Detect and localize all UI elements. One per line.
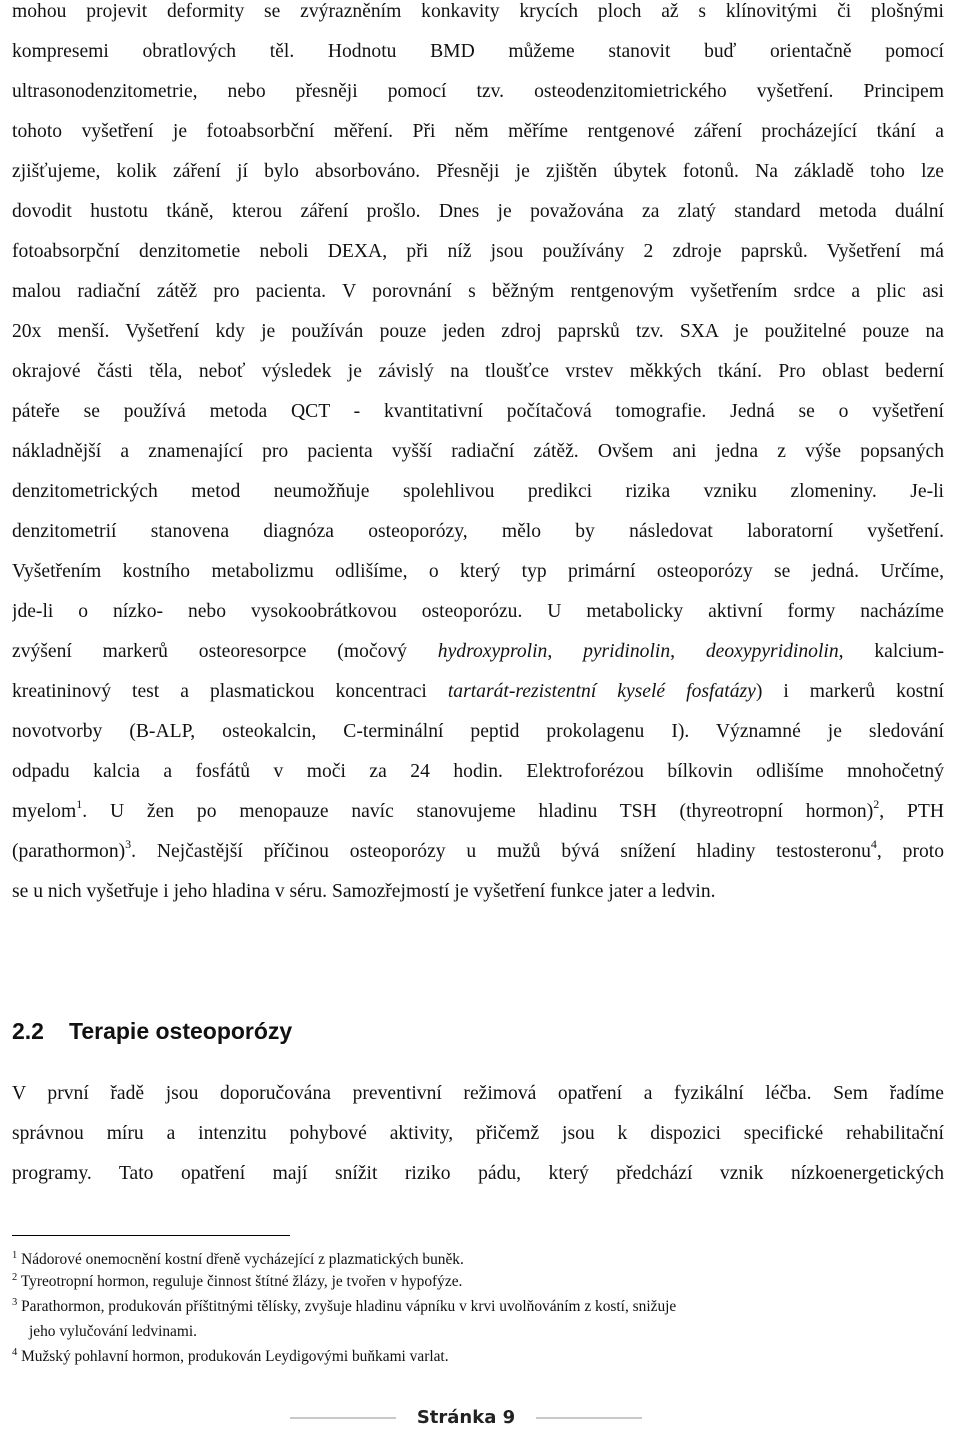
- footnote-ref[interactable]: 1: [76, 800, 83, 811]
- body-line: [12, 680, 944, 704]
- footnote-number: 2: [12, 1272, 18, 1283]
- footnote-ref[interactable]: 4: [870, 840, 877, 851]
- section-title: Terapie osteoporózy: [69, 1018, 293, 1044]
- text-run: , kalcium-: [838, 641, 944, 662]
- footnote-separator: [12, 1235, 290, 1236]
- text-run: kreatininový test a plasmatickou koncentraci: [12, 681, 448, 702]
- body-line: jde-li o nízko- nebo vysokoobrátkovou osteoporózu. U metabolicky aktivní formy nacházíme: [12, 601, 944, 622]
- text-run: ,: [547, 641, 584, 662]
- footnote: [12, 1250, 464, 1270]
- page-number: Stránka 9: [416, 1407, 516, 1428]
- body-line: nákladnější a znamenající pro pacienta vyšší radiační zátěž. Ovšem ani jedna z výše popsaných: [12, 441, 944, 462]
- text-run: ) i markerů kostní: [755, 681, 944, 702]
- footnote-text: Parathormon, produkován příštitnými tělísky, zvyšuje hladinu vápníku v krvi uvolňováním z kostí, snižuje: [17, 1298, 677, 1315]
- italic-term: deoxypyridinolin: [705, 641, 839, 662]
- page-footer: [0, 1406, 960, 1430]
- footnote-ref[interactable]: 3: [125, 840, 132, 851]
- section-line: správnou míru a intenzitu pohybové aktivity, přičemž jsou k dispozici specifické rehabilitační: [12, 1123, 944, 1144]
- body-line: 20x menší. Vyšetření kdy je používán pouze jeden zdroj paprsků tzv. SXA je použitelné pouze na: [12, 321, 944, 342]
- text-run: zvýšení markerů osteoresorpce (močový: [12, 641, 438, 662]
- footnote-text: Mužský pohlavní hormon, produkován Leydigovými buňkami varlat.: [17, 1348, 449, 1365]
- footer-rule-right: [536, 1417, 642, 1419]
- footnote: [12, 1272, 462, 1292]
- italic-term: tartarát-rezistentní kyselé fosfatázy: [447, 681, 756, 702]
- text-run: (parathormon): [12, 841, 126, 862]
- body-line: [12, 840, 944, 864]
- body-line: zjišťujeme, kolik záření jí bylo absorbováno. Přesněji je zjištěn úbytek fotonů. Na základě toho lze: [12, 161, 944, 182]
- body-line: Vyšetřením kostního metabolizmu odlišíme, o který typ primární osteoporózy se jedná. Určíme,: [12, 561, 944, 582]
- footnote-number: 3: [12, 1297, 18, 1308]
- italic-term: pyridinolin: [583, 641, 671, 662]
- body-line: kompresemi obratlových těl. Hodnotu BMD můžeme stanovit buď orientačně pomocí: [12, 41, 944, 62]
- body-line: [12, 800, 944, 824]
- body-line: páteře se používá metoda QCT - kvantitativní počítačová tomografie. Jedná se o vyšetření: [12, 401, 944, 422]
- footnote-text: jeho vylučování ledvinami.: [29, 1323, 197, 1340]
- body-line: [12, 640, 944, 664]
- section-line: programy. Tato opatření mají snížit riziko pádu, který předchází vznik nízkoenergetických: [12, 1163, 944, 1184]
- footer-rule-left: [290, 1417, 396, 1419]
- section-heading: [12, 1017, 292, 1045]
- footnote-continuation: [29, 1322, 197, 1342]
- text-run: ,: [670, 641, 706, 662]
- body-line: fotoabsorpční denzitometie neboli DEXA, při níž jsou používány 2 zdroje paprsků. Vyšetření má: [12, 241, 944, 262]
- body-line: mohou projevit deformity se zvýrazněním konkavity krycích ploch až s klínovitými či plošnými: [12, 1, 944, 22]
- footnote-text: Tyreotropní hormon, reguluje činnost štítné žlázy, je tvořen v hypofýze.: [17, 1273, 463, 1290]
- body-line: odpadu kalcia a fosfátů v moči za 24 hodin. Elektroforézou bílkovin odlišíme mnohočetný: [12, 761, 944, 782]
- body-line: malou radiační zátěž pro pacienta. V porovnání s běžným rentgenovým vyšetřením srdce a plic asi: [12, 281, 944, 302]
- section-line: V první řadě jsou doporučována preventivní režimová opatření a fyzikální léčba. Sem řadíme: [12, 1083, 944, 1104]
- text-run: , PTH: [879, 801, 944, 822]
- body-line: dovodit hustotu tkáně, kterou záření prošlo. Dnes je považována za zlatý standard metoda duální: [12, 201, 944, 222]
- text-run: . Nejčastější příčinou osteoporózy u mužů bývá snížení hladiny testosteronu: [131, 841, 871, 862]
- body-line: denzitometrií stanovena diagnóza osteoporózy, mělo by následovat laboratorní vyšetření.: [12, 521, 944, 542]
- text-run: , proto: [876, 841, 944, 862]
- footnote: [12, 1297, 676, 1317]
- footnote: [12, 1347, 449, 1367]
- body-line: se u nich vyšetřuje i jeho hladina v séru. Samozřejmostí je vyšetření funkce jater a ledvin.: [12, 881, 716, 902]
- body-line: tohoto vyšetření je fotoabsorbční měření. Při něm měříme rentgenové záření procházející tkání a: [12, 121, 944, 142]
- italic-term: hydroxyprolin: [437, 641, 548, 662]
- body-line: denzitometrických metod neumožňuje spolehlivou predikci rizika vzniku zlomeniny. Je-li: [12, 481, 944, 502]
- footnote-ref[interactable]: 2: [873, 800, 880, 811]
- body-line: novotvorby (B-ALP, osteokalcin, C-terminální peptid prokolagenu I). Významné je sledování: [12, 721, 944, 742]
- body-line: ultrasonodenzitometrie, nebo přesněji pomocí tzv. osteodenzitomietrického vyšetření. Principem: [12, 81, 944, 102]
- footnote-number: 4: [12, 1347, 18, 1358]
- text-run: . U žen po menopauze navíc stanovujeme hladinu TSH (thyreotropní hormon): [82, 801, 874, 822]
- footnote-text: Nádorové onemocnění kostní dřeně vycházející z plazmatických buněk.: [17, 1251, 464, 1268]
- section-number: 2.2: [12, 1018, 44, 1044]
- text-run: myelom: [12, 801, 77, 822]
- body-line: okrajové části těla, neboť výsledek je závislý na tloušťce vrstev měkkých tkání. Pro oblast bederní: [12, 361, 944, 382]
- footnote-number: 1: [12, 1250, 18, 1261]
